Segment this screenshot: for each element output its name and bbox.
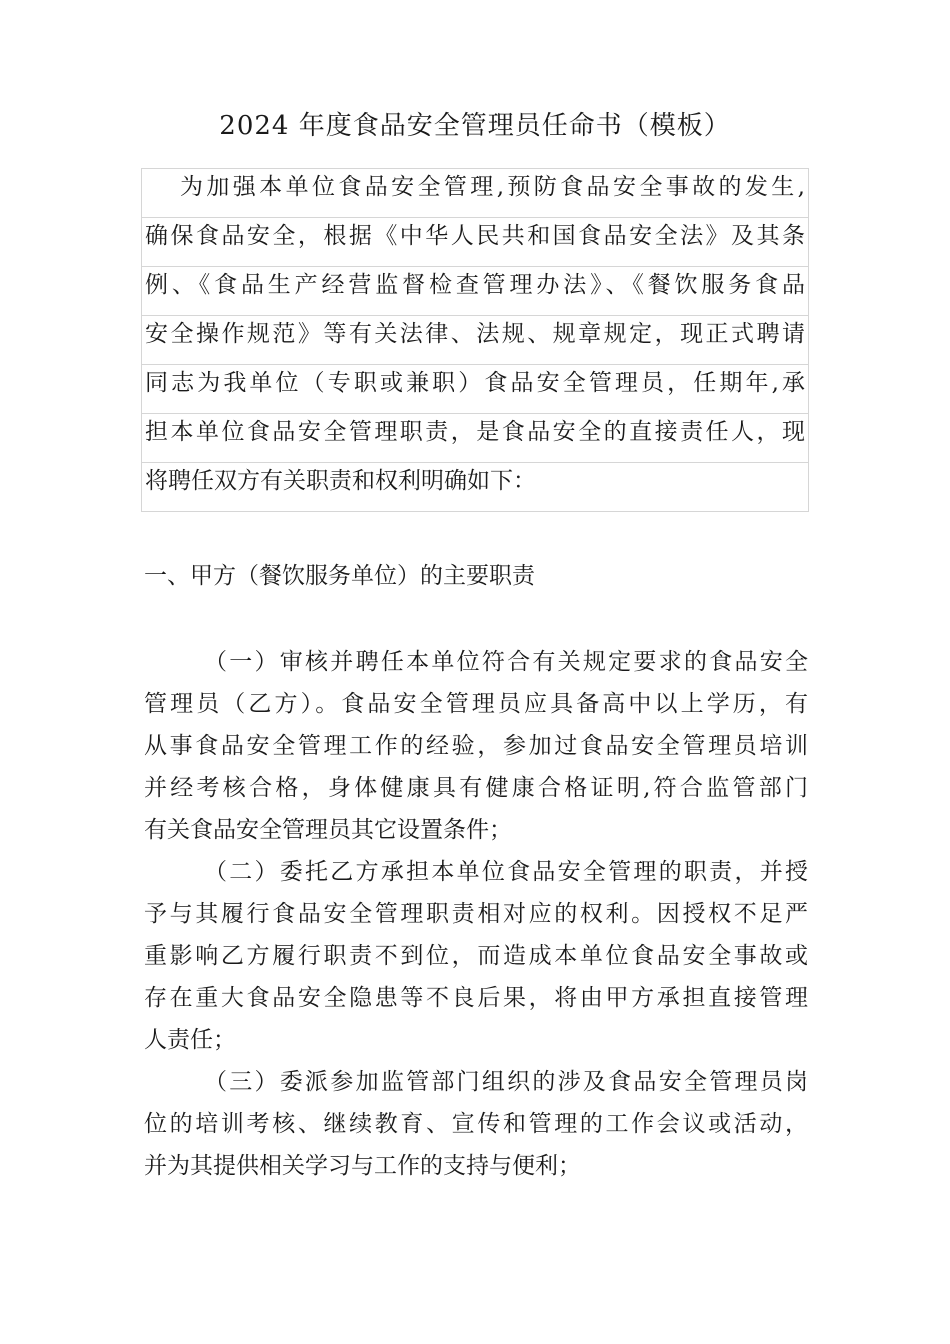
intro-line: 担本单位食品安全管理职责，是食品安全的直接责任人，现 <box>141 413 809 462</box>
clause-3-line: 位的培训考核、继续教育、宣传和管理的工作会议或活动， <box>144 1111 808 1137</box>
section-body <box>144 641 808 1187</box>
clause-2-line: 人责任； <box>144 1027 236 1053</box>
clause-3-line: 并为其提供相关学习与工作的支持与便利； <box>144 1153 581 1179</box>
clause-1-line: 从事食品安全管理工作的经验，参加过食品安全管理员培训 <box>144 733 808 759</box>
intro-line: 例、《食品生产经营监督检查管理办法》、《餐饮服务食品 <box>141 266 809 315</box>
clause-2-line: 重影响乙方履行职责不到位，而造成本单位食品安全事故或 <box>144 943 808 969</box>
intro-line: 将聘任双方有关职责和权利明确如下： <box>141 462 809 511</box>
clause-3-line: （三）委派参加监管部门组织的涉及食品安全管理员岗 <box>204 1069 808 1095</box>
intro-line: 同志为我单位（专职或兼职）食品安全管理员，任期年,承 <box>141 364 809 413</box>
section-heading: 一、甲方（餐饮服务单位）的主要职责 <box>144 563 535 589</box>
clause-2-line: 予与其履行食品安全管理职责相对应的权利。因授权不足严 <box>144 901 808 927</box>
clause-2-line: （二）委托乙方承担本单位食品安全管理的职责，并授 <box>204 859 808 885</box>
intro-line: 安全操作规范》等有关法律、法规、规章规定，现正式聘请 <box>141 315 809 364</box>
clause-2-line: 存在重大食品安全隐患等不良后果，将由甲方承担直接管理 <box>144 985 808 1011</box>
intro-line: 为加强本单位食品安全管理,预防食品安全事故的发生, <box>141 168 809 217</box>
clause-1-line: 管理员（乙方）。食品安全管理员应具备高中以上学历，有 <box>144 691 808 717</box>
intro-line: 确保食品安全，根据《中华人民共和国食品安全法》及其条 <box>141 217 809 266</box>
document-title: 2024 年度食品安全管理员任命书（模板） <box>219 111 731 141</box>
clause-1-line: 有关食品安全管理员其它设置条件； <box>144 817 512 843</box>
clause-1-line: （一）审核并聘任本单位符合有关规定要求的食品安全 <box>204 649 808 675</box>
clause-1-line: 并经考核合格，身体健康具有健康合格证明,符合监管部门 <box>144 775 808 801</box>
intro-paragraph <box>141 168 809 512</box>
